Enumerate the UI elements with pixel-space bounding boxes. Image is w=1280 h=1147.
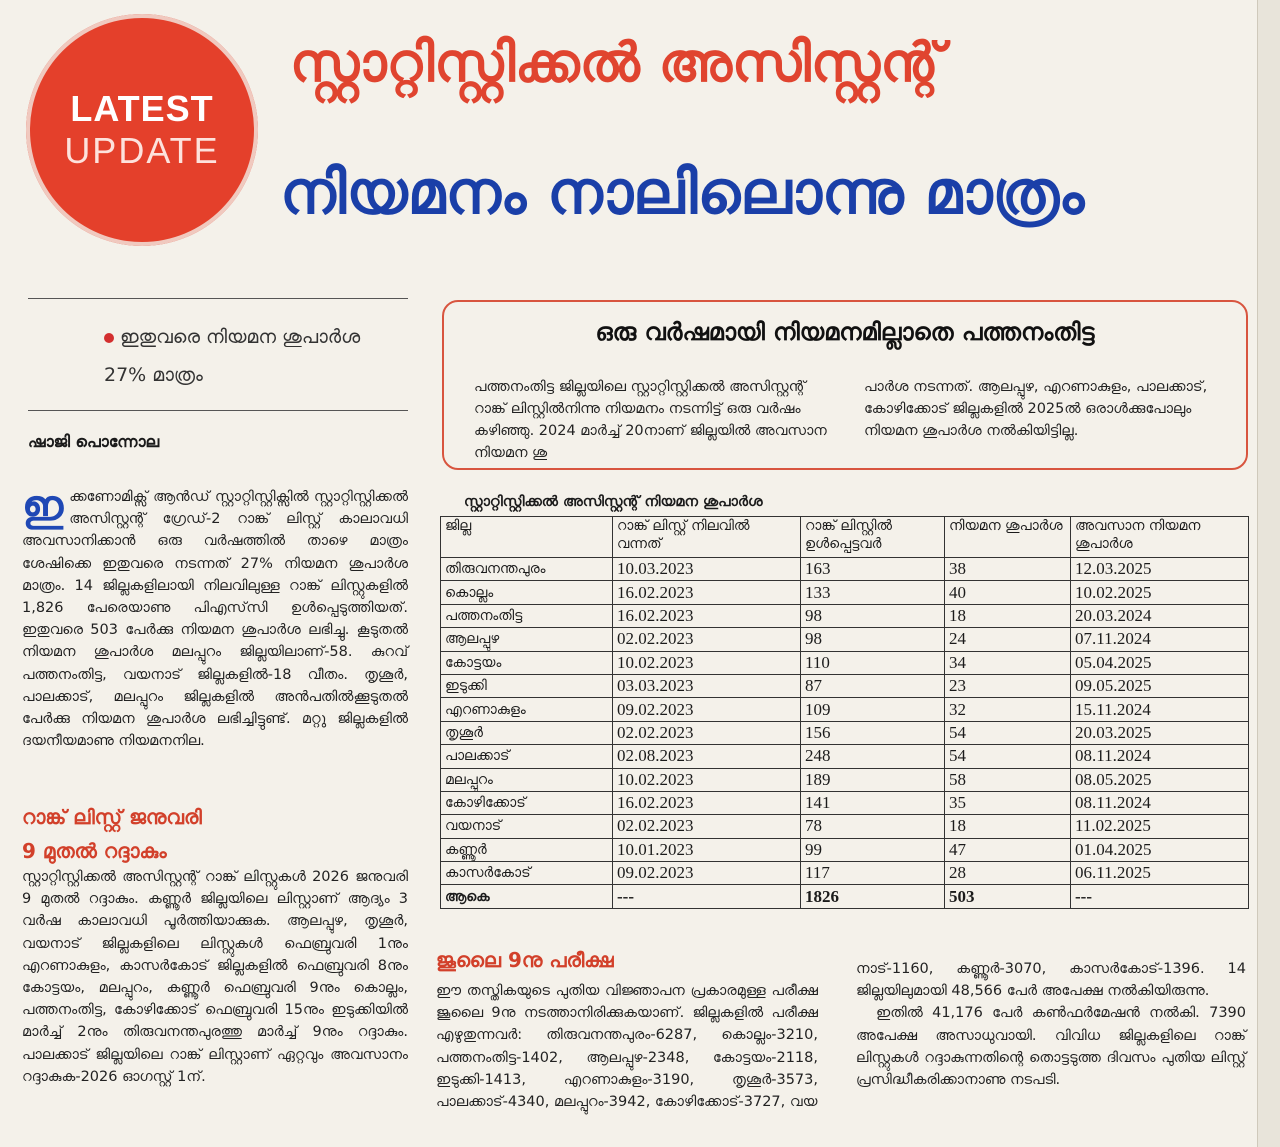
td-last-advice: 07.11.2024 — [1071, 628, 1249, 651]
td-list-date: 03.03.2023 — [613, 674, 801, 697]
badge-line2: UPDATE — [64, 130, 220, 171]
article-para4 — [856, 958, 1246, 1091]
dropcap: ഇ — [22, 481, 64, 530]
td-included: 78 — [801, 815, 945, 838]
td-list-date: 10.02.2023 — [613, 651, 801, 674]
headline-line1: സ്റ്റാറ്റിസ്റ്റിക്കൽ അസിസ്റ്റന്റ് — [290, 31, 944, 94]
td-last-advice: 06.11.2025 — [1071, 862, 1249, 885]
th-included: റാങ്ക് ലിസ്റ്റിൽ ഉൾപ്പെട്ടവർ — [801, 517, 945, 558]
table-row — [441, 721, 1249, 744]
table-total-row — [441, 885, 1249, 908]
td-advised: 54 — [945, 721, 1071, 744]
table-row — [441, 674, 1249, 697]
td-district: പാലക്കാട് — [441, 745, 613, 768]
td-included: 99 — [801, 838, 945, 861]
td-advised: 18 — [945, 604, 1071, 627]
td-district: വയനാട് — [441, 815, 613, 838]
td-included: 141 — [801, 791, 945, 814]
subhead-ranklist-line1: റാങ്ക് ലിസ്റ്റ് ജനുവരി — [22, 805, 202, 829]
pull-quote-text: ഇതുവരെ നിയമന ശുപാർശ 27% മാത്രം — [104, 326, 361, 386]
td-last-advice: 20.03.2024 — [1071, 604, 1249, 627]
td-district: ഇടുക്കി — [441, 674, 613, 697]
td-advised: 34 — [945, 651, 1071, 674]
td-included: 163 — [801, 558, 945, 581]
divider-top — [28, 298, 408, 299]
td-district: തൃശൂർ — [441, 721, 613, 744]
table-caption: സ്റ്റാറ്റിസ്റ്റിക്കൽ അസിസ്റ്റന്റ് നിയമന ശുപാർശ — [464, 494, 763, 510]
th-district: ജില്ല — [441, 517, 613, 558]
td-advised: 18 — [945, 815, 1071, 838]
td-district: മലപ്പുറം — [441, 768, 613, 791]
td-included: 117 — [801, 862, 945, 885]
td-list-date: 10.03.2023 — [613, 558, 801, 581]
td-last-advice: 15.11.2024 — [1071, 698, 1249, 721]
td-last-advice: 12.03.2025 — [1071, 558, 1249, 581]
adjacent-page-edge — [1257, 0, 1280, 1147]
td-list-date: 02.08.2023 — [613, 745, 801, 768]
appointment-table — [440, 516, 1249, 909]
subhead-ranklist-line2: 9 മുതൽ റദ്ദാകും — [22, 839, 167, 863]
td-district: കൊല്ലം — [441, 581, 613, 604]
td-list-date: 10.02.2023 — [613, 768, 801, 791]
pathanamthitta-box — [442, 300, 1248, 470]
td-advised: 40 — [945, 581, 1071, 604]
total-td-district: ആകെ — [441, 885, 613, 908]
td-last-advice: 10.02.2025 — [1071, 581, 1249, 604]
td-district: തിരുവനന്തപുരം — [441, 558, 613, 581]
table-row — [441, 815, 1249, 838]
td-included: 248 — [801, 745, 945, 768]
para4a-text: നാട്-1160, കണ്ണൂർ-3070, കാസർകോട്-1396. 14 ജില്ലയിലുമായി 48,566 പേർ അപേക്ഷ നൽകിയിരുന്നു. — [856, 961, 1246, 1000]
td-included: 98 — [801, 628, 945, 651]
td-last-advice: 05.04.2025 — [1071, 651, 1249, 674]
table-row — [441, 768, 1249, 791]
para4b-text: ഇതിൽ 41,176 പേർ കൺഫർമേഷൻ നൽകി. 7390 അപേക്ഷ അസാധുവായി. വിവിധ ജില്ലകളിലെ റാങ്ക് ലിസ്റ്റുകൾ റദ്ദാകുന്നതിന്റെ തൊട്ടടുത്ത ദിവസം പുതിയ ലിസ്റ്റ് പ്രസിദ്ധീകരിക്കാനാണു നടപടി. — [856, 1005, 1246, 1089]
td-advised: 38 — [945, 558, 1071, 581]
td-last-advice: 08.11.2024 — [1071, 791, 1249, 814]
td-advised: 58 — [945, 768, 1071, 791]
td-last-advice: 11.02.2025 — [1071, 815, 1249, 838]
td-list-date: 09.02.2023 — [613, 698, 801, 721]
para1-text: ക്കണോമിക്സ് ആൻഡ് സ്റ്റാറ്റിസ്റ്റിക്സിൽ സ്റ്റാറ്റിസ്റ്റിക്കൽ അസിസ്റ്റന്റ് ഗ്രേഡ്-2 റാങ്ക് ലിസ്റ്റ് കാലാവധി അവസാനിക്കാൻ ഒരു വർഷത്തിൽ താഴെ മാത്രം ശേഷിക്കെ ഇതുവരെ നടന്നത് 27% നിയമന ശുപാർശ മാത്രം. 14 ജില്ലകളിലായി നിലവിലുള്ള റാങ്ക് ലിസ്റ്റുകളിൽ 1,826 പേരെയാണു പിഎസ്‌സി ഉൾപ്പെടുത്തിയത്. ഇതുവരെ 503 പേർക്കു നിയമന ശുപാർശ ലഭിച്ചു. കൂടുതൽ നിയമന ശുപാർശ മലപ്പുറം ജില്ലയിലാണ്-58. കുറവ് പത്തനംതിട്ട, വയനാട് ജില്ലകളിൽ-18 വീതം. തൃശൂർ, പാലക്കാട്, മലപ്പുറം ജില്ലകളിൽ അൻപതിൽക്കൂടുതൽ പേർക്കു നിയമന ശുപാർശ ലഭിച്ചിട്ടുണ്ട്. മറ്റു ജില്ലകളിൽ ദയനീയമാണു നിയമനനില. — [22, 489, 408, 750]
th-advised: നിയമന ശുപാർശ — [945, 517, 1071, 558]
divider-bottom — [28, 410, 408, 411]
td-included: 98 — [801, 604, 945, 627]
td-included: 109 — [801, 698, 945, 721]
table-row — [441, 838, 1249, 861]
td-advised: 47 — [945, 838, 1071, 861]
td-last-advice: 08.05.2025 — [1071, 768, 1249, 791]
table-header-row — [441, 517, 1249, 558]
total-td-included: 1826 — [801, 885, 945, 908]
td-list-date: 02.02.2023 — [613, 628, 801, 651]
th-last-advice: അവസാന നിയമന ശുപാർശ — [1071, 517, 1249, 558]
td-district: എറണാകുളം — [441, 698, 613, 721]
td-advised: 24 — [945, 628, 1071, 651]
td-included: 189 — [801, 768, 945, 791]
td-last-advice: 09.05.2025 — [1071, 674, 1249, 697]
td-district: പത്തനംതിട്ട — [441, 604, 613, 627]
td-district: ആലപ്പുഴ — [441, 628, 613, 651]
table-row — [441, 791, 1249, 814]
table-row — [441, 558, 1249, 581]
td-district: കണ്ണൂർ — [441, 838, 613, 861]
td-last-advice: 01.04.2025 — [1071, 838, 1249, 861]
headline-line2: നിയമനം നാലിലൊന്നു മാത്രം — [280, 158, 1085, 228]
th-list-date: റാങ്ക് ലിസ്റ്റ് നിലവിൽ വന്നത് — [613, 517, 801, 558]
td-advised: 35 — [945, 791, 1071, 814]
table-row — [441, 628, 1249, 651]
bullet-icon — [104, 333, 114, 343]
box-title: ഒരു വർഷമായി നിയമനമില്ലാതെ പത്തനംതിട്ട — [595, 318, 1095, 346]
article-para1 — [22, 481, 408, 752]
td-list-date: 10.01.2023 — [613, 838, 801, 861]
total-td-advised: 503 — [945, 885, 1071, 908]
td-list-date: 16.02.2023 — [613, 581, 801, 604]
td-advised: 28 — [945, 862, 1071, 885]
td-district: കോഴിക്കോട് — [441, 791, 613, 814]
td-list-date: 16.02.2023 — [613, 791, 801, 814]
td-last-advice: 20.03.2025 — [1071, 721, 1249, 744]
td-advised: 23 — [945, 674, 1071, 697]
table-row — [441, 651, 1249, 674]
td-last-advice: 08.11.2024 — [1071, 745, 1249, 768]
td-list-date: 09.02.2023 — [613, 862, 801, 885]
td-included: 156 — [801, 721, 945, 744]
badge-line1: LATEST — [70, 88, 214, 129]
latest-update-badge — [26, 14, 258, 246]
total-td-last-advice: --- — [1071, 885, 1249, 908]
table-row — [441, 581, 1249, 604]
td-list-date: 16.02.2023 — [613, 604, 801, 627]
table-row — [441, 604, 1249, 627]
byline: ഷാജി പൊന്നോല — [28, 432, 160, 451]
table-row — [441, 745, 1249, 768]
box-col2: പാർശ നടന്നത്. ആലപ്പുഴ, എറണാകുളം, പാലക്കാട്, കോഴിക്കോട് ജില്ലകളിൽ 2025ൽ ഒരാൾക്കുപോലും നിയമന ശുപാർശ നൽകിയിട്ടില്ല. — [864, 379, 1208, 439]
subhead-exam: ജൂലൈ 9നു പരീക്ഷ — [436, 948, 614, 972]
table-row — [441, 862, 1249, 885]
td-district: കാസർകോട് — [441, 862, 613, 885]
td-advised: 32 — [945, 698, 1071, 721]
article-para2: സ്റ്റാറ്റിസ്റ്റിക്കൽ അസിസ്റ്റന്റ് റാങ്ക് ലിസ്റ്റുകൾ 2026 ജനുവരി 9 മുതൽ റദ്ദാകും. കണ്ണൂർ ജില്ലയിലെ ലിസ്റ്റാണ് ആദ്യം 3 വർഷ കാലാവധി പൂർത്തിയാക്കുക. ആലപ്പുഴ, തൃശൂർ, വയനാട് ജില്ലകളിലെ ലിസ്റ്റുകൾ ഫെബ്രുവരി 1നും എറണാകുളം, കാസർകോട് ജില്ലകളിൽ ഫെബ്രുവരി 8നും കോട്ടയം, മലപ്പുറം, കണ്ണൂർ ഫെബ്രുവരി 9നും കൊല്ലം, പത്തനംതിട്ട, കോഴിക്കോട് ഫെബ്രുവരി 15നും ഇടുക്കിയിൽ മാർച്ച് 2നും തിരുവനന്തപുരത്തു മാർച്ച് 9നും റദ്ദാകും. പാലക്കാട് ജില്ലയിലെ റാങ്ക് ലിസ്റ്റാണ് ഏറ്റവും അവസാനം റദ്ദാകുക-2026 ഓഗസ്റ്റ് 1ന്. — [22, 869, 408, 1085]
td-included: 110 — [801, 651, 945, 674]
box-col1: പത്തനംതിട്ട ജില്ലയിലെ സ്റ്റാറ്റിസ്റ്റിക്കൽ അസിസ്റ്റന്റ് റാങ്ക് ലിസ്റ്റിൽനിന്നു നിയമനം നടന്നിട്ട് ഒരു വർഷം കഴിഞ്ഞു. 2024 മാർച്ച് 20നാണ് ജില്ലയിൽ അവസാന നിയമന ശു — [474, 379, 827, 461]
td-list-date: 02.02.2023 — [613, 721, 801, 744]
td-list-date: 02.02.2023 — [613, 815, 801, 838]
article-para3: ഈ തസ്തികയുടെ പുതിയ വിജ്ഞാപന പ്രകാരമുള്ള പരീക്ഷ ജൂലൈ 9നു നടത്താനിരിക്കുകയാണ്. ജില്ലകളിൽ പരീക്ഷ എഴുതുന്നവർ: തിരുവനന്തപുരം-6287, കൊല്ലം-3210, പത്തനംതിട്ട-1402, ആലപ്പുഴ-2348, കോട്ടയം-2118, ഇടുക്കി-1413, എറണാകുളം-3190, തൃശൂർ-3573, പാലക്കാട്-4340, മലപ്പുറം-3942, കോഴിക്കോട്-3727, വയ — [436, 983, 818, 1111]
total-td-list-date: --- — [613, 885, 801, 908]
td-included: 133 — [801, 581, 945, 604]
pull-quote — [104, 318, 404, 394]
table-row — [441, 698, 1249, 721]
td-advised: 54 — [945, 745, 1071, 768]
td-district: കോട്ടയം — [441, 651, 613, 674]
td-included: 87 — [801, 674, 945, 697]
